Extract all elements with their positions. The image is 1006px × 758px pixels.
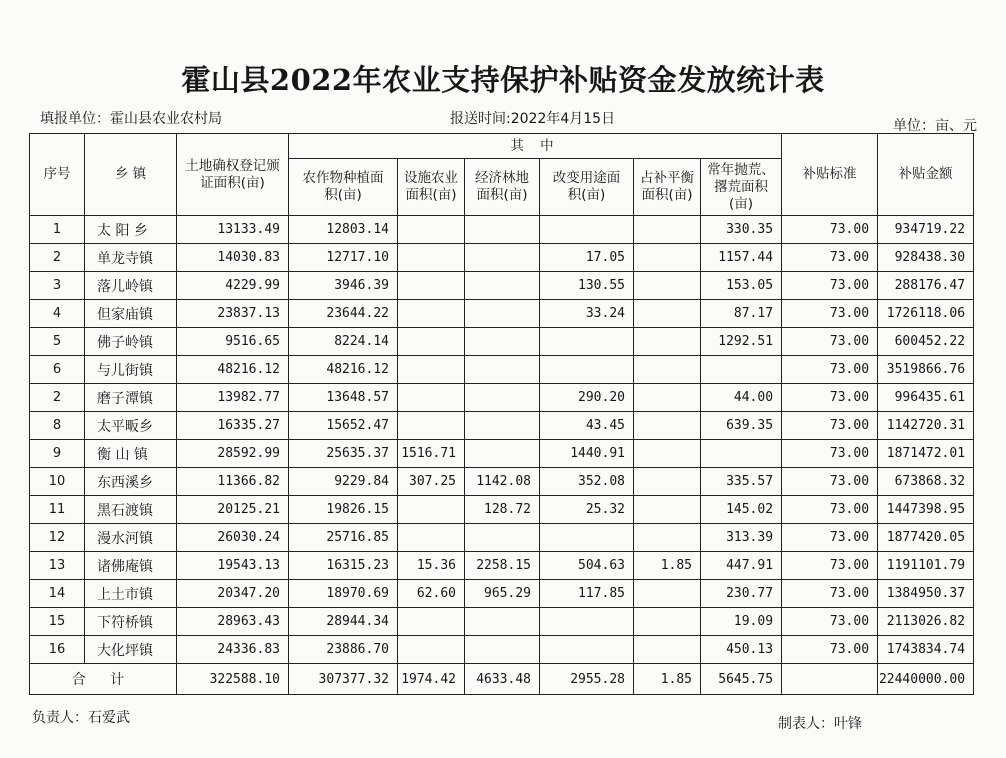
total-facility: 1974.42 bbox=[398, 664, 465, 695]
row-standard: 73.00 bbox=[782, 468, 878, 496]
row-forest-area bbox=[465, 524, 540, 552]
header-town: 乡 镇 bbox=[85, 134, 177, 216]
row-changed-area: 504.63 bbox=[540, 552, 634, 580]
row-land-area: 14030.83 bbox=[177, 244, 289, 272]
row-crop-area: 12717.10 bbox=[289, 244, 398, 272]
row-amount: 996435.61 bbox=[878, 384, 974, 412]
row-facility-area bbox=[398, 328, 465, 356]
row-seq: 3 bbox=[30, 272, 85, 300]
row-seq: 12 bbox=[30, 524, 85, 552]
row-changed-area: 352.08 bbox=[540, 468, 634, 496]
row-forest-area bbox=[465, 608, 540, 636]
table-row bbox=[30, 496, 974, 524]
row-forest-area: 2258.15 bbox=[465, 552, 540, 580]
row-balance-area bbox=[634, 580, 701, 608]
row-amount: 2113026.82 bbox=[878, 608, 974, 636]
table-row bbox=[30, 356, 974, 384]
row-forest-area bbox=[465, 328, 540, 356]
row-town: 磨子潭镇 bbox=[85, 384, 177, 412]
row-crop-area: 3946.39 bbox=[289, 272, 398, 300]
row-standard: 73.00 bbox=[782, 552, 878, 580]
row-land-area: 20125.21 bbox=[177, 496, 289, 524]
row-balance-area bbox=[634, 244, 701, 272]
row-seq: 14 bbox=[30, 580, 85, 608]
row-changed-area bbox=[540, 216, 634, 244]
header-standard: 补贴标准 bbox=[782, 134, 878, 216]
row-seq: 4 bbox=[30, 300, 85, 328]
row-town: 与儿街镇 bbox=[85, 356, 177, 384]
row-crop-area: 25716.85 bbox=[289, 524, 398, 552]
row-seq: 2 bbox=[30, 244, 85, 272]
row-town: 大化坪镇 bbox=[85, 636, 177, 664]
row-seq: 8 bbox=[30, 412, 85, 440]
row-crop-area: 12803.14 bbox=[289, 216, 398, 244]
responsible-person: 负责人：石爱武 bbox=[32, 710, 130, 726]
row-facility-area bbox=[398, 216, 465, 244]
row-abandoned-area: 450.13 bbox=[701, 636, 782, 664]
row-facility-area: 1516.71 bbox=[398, 440, 465, 468]
row-seq: 15 bbox=[30, 608, 85, 636]
row-amount: 928438.30 bbox=[878, 244, 974, 272]
row-facility-area: 15.36 bbox=[398, 552, 465, 580]
subsidy-table bbox=[29, 133, 974, 695]
header-changed-area: 改变用途面积(亩) bbox=[540, 159, 634, 216]
row-balance-area bbox=[634, 524, 701, 552]
table-row bbox=[30, 244, 974, 272]
row-abandoned-area: 639.35 bbox=[701, 412, 782, 440]
row-changed-area bbox=[540, 524, 634, 552]
row-changed-area: 43.45 bbox=[540, 412, 634, 440]
row-abandoned-area: 447.91 bbox=[701, 552, 782, 580]
table-row bbox=[30, 272, 974, 300]
page-title: 霍山县2022年农业支持保护补贴资金发放统计表 bbox=[181, 63, 825, 97]
row-standard: 73.00 bbox=[782, 524, 878, 552]
row-forest-area bbox=[465, 244, 540, 272]
row-abandoned-area: 330.35 bbox=[701, 216, 782, 244]
row-changed-area: 290.20 bbox=[540, 384, 634, 412]
row-facility-area bbox=[398, 384, 465, 412]
row-changed-area: 117.85 bbox=[540, 580, 634, 608]
total-changed: 2955.28 bbox=[540, 664, 634, 695]
row-changed-area: 25.32 bbox=[540, 496, 634, 524]
row-standard: 73.00 bbox=[782, 580, 878, 608]
row-seq: 16 bbox=[30, 636, 85, 664]
row-balance-area bbox=[634, 496, 701, 524]
row-land-area: 28592.99 bbox=[177, 440, 289, 468]
row-crop-area: 25635.37 bbox=[289, 440, 398, 468]
row-facility-area bbox=[398, 356, 465, 384]
row-crop-area: 8224.14 bbox=[289, 328, 398, 356]
row-balance-area bbox=[634, 384, 701, 412]
total-row bbox=[30, 664, 974, 695]
row-balance-area bbox=[634, 636, 701, 664]
row-changed-area: 33.24 bbox=[540, 300, 634, 328]
row-facility-area bbox=[398, 608, 465, 636]
row-forest-area: 1142.08 bbox=[465, 468, 540, 496]
row-crop-area: 48216.12 bbox=[289, 356, 398, 384]
row-town: 但家庙镇 bbox=[85, 300, 177, 328]
row-amount: 1142720.31 bbox=[878, 412, 974, 440]
row-abandoned-area: 1157.44 bbox=[701, 244, 782, 272]
row-town: 下符桥镇 bbox=[85, 608, 177, 636]
row-facility-area bbox=[398, 244, 465, 272]
table-row bbox=[30, 636, 974, 664]
row-changed-area bbox=[540, 328, 634, 356]
row-forest-area bbox=[465, 216, 540, 244]
row-town: 单龙寺镇 bbox=[85, 244, 177, 272]
row-abandoned-area: 87.17 bbox=[701, 300, 782, 328]
row-crop-area: 23886.70 bbox=[289, 636, 398, 664]
row-land-area: 26030.24 bbox=[177, 524, 289, 552]
header-balance-area: 占补平衡面积(亩) bbox=[634, 159, 701, 216]
row-amount: 934719.22 bbox=[878, 216, 974, 244]
row-crop-area: 16315.23 bbox=[289, 552, 398, 580]
row-standard: 73.00 bbox=[782, 440, 878, 468]
row-town: 太 阳 乡 bbox=[85, 216, 177, 244]
row-abandoned-area: 153.05 bbox=[701, 272, 782, 300]
header-forest-area: 经济林地面积(亩) bbox=[465, 159, 540, 216]
header-abandoned-area: 常年抛荒、撂荒面积(亩) bbox=[701, 159, 782, 216]
row-town: 诸佛庵镇 bbox=[85, 552, 177, 580]
row-balance-area bbox=[634, 440, 701, 468]
total-standard bbox=[782, 664, 878, 695]
row-balance-area bbox=[634, 216, 701, 244]
row-town: 太平畈乡 bbox=[85, 412, 177, 440]
row-town: 东西溪乡 bbox=[85, 468, 177, 496]
row-facility-area: 307.25 bbox=[398, 468, 465, 496]
row-forest-area bbox=[465, 384, 540, 412]
row-abandoned-area bbox=[701, 356, 782, 384]
row-forest-area bbox=[465, 300, 540, 328]
row-land-area: 28963.43 bbox=[177, 608, 289, 636]
fill-unit: 填报单位：霍山县农业农村局 bbox=[40, 111, 222, 127]
row-seq: 11 bbox=[30, 496, 85, 524]
table-row bbox=[30, 468, 974, 496]
row-town: 上土市镇 bbox=[85, 580, 177, 608]
header-facility-area: 设施农业面积(亩) bbox=[398, 159, 465, 216]
table-row bbox=[30, 300, 974, 328]
row-amount: 1877420.05 bbox=[878, 524, 974, 552]
row-land-area: 9516.65 bbox=[177, 328, 289, 356]
row-land-area: 16335.27 bbox=[177, 412, 289, 440]
row-forest-area bbox=[465, 412, 540, 440]
total-land: 322588.10 bbox=[177, 664, 289, 695]
row-amount: 673868.32 bbox=[878, 468, 974, 496]
row-seq: 6 bbox=[30, 356, 85, 384]
row-amount: 1191101.79 bbox=[878, 552, 974, 580]
row-balance-area: 1.85 bbox=[634, 552, 701, 580]
row-changed-area bbox=[540, 608, 634, 636]
row-abandoned-area: 313.39 bbox=[701, 524, 782, 552]
row-seq: 1 bbox=[30, 216, 85, 244]
row-abandoned-area: 230.77 bbox=[701, 580, 782, 608]
total-balance: 1.85 bbox=[634, 664, 701, 695]
row-standard: 73.00 bbox=[782, 272, 878, 300]
row-facility-area bbox=[398, 524, 465, 552]
row-standard: 73.00 bbox=[782, 356, 878, 384]
row-seq: 13 bbox=[30, 552, 85, 580]
row-forest-area bbox=[465, 356, 540, 384]
row-town: 佛子岭镇 bbox=[85, 328, 177, 356]
row-forest-area: 128.72 bbox=[465, 496, 540, 524]
row-changed-area: 130.55 bbox=[540, 272, 634, 300]
table-row bbox=[30, 608, 974, 636]
total-abandoned: 5645.75 bbox=[701, 664, 782, 695]
row-town: 落儿岭镇 bbox=[85, 272, 177, 300]
total-crop: 307377.32 bbox=[289, 664, 398, 695]
row-facility-area: 62.60 bbox=[398, 580, 465, 608]
row-land-area: 4229.99 bbox=[177, 272, 289, 300]
row-amount: 1743834.74 bbox=[878, 636, 974, 664]
row-forest-area bbox=[465, 272, 540, 300]
row-land-area: 13982.77 bbox=[177, 384, 289, 412]
row-standard: 73.00 bbox=[782, 496, 878, 524]
unit-label: 单位：亩、元 bbox=[893, 118, 977, 134]
row-amount: 3519866.76 bbox=[878, 356, 974, 384]
row-land-area: 23837.13 bbox=[177, 300, 289, 328]
row-land-area: 13133.49 bbox=[177, 216, 289, 244]
row-crop-area: 19826.15 bbox=[289, 496, 398, 524]
header-crop-area: 农作物种植面积(亩) bbox=[289, 159, 398, 216]
row-standard: 73.00 bbox=[782, 216, 878, 244]
table-row bbox=[30, 552, 974, 580]
row-balance-area bbox=[634, 300, 701, 328]
row-land-area: 48216.12 bbox=[177, 356, 289, 384]
table-row bbox=[30, 440, 974, 468]
row-crop-area: 13648.57 bbox=[289, 384, 398, 412]
row-balance-area bbox=[634, 412, 701, 440]
row-standard: 73.00 bbox=[782, 244, 878, 272]
row-crop-area: 28944.34 bbox=[289, 608, 398, 636]
row-abandoned-area: 44.00 bbox=[701, 384, 782, 412]
row-town: 衡 山 镇 bbox=[85, 440, 177, 468]
row-forest-area: 965.29 bbox=[465, 580, 540, 608]
row-standard: 73.00 bbox=[782, 328, 878, 356]
row-crop-area: 9229.84 bbox=[289, 468, 398, 496]
row-crop-area: 23644.22 bbox=[289, 300, 398, 328]
row-amount: 600452.22 bbox=[878, 328, 974, 356]
table-row bbox=[30, 412, 974, 440]
table-row bbox=[30, 216, 974, 244]
row-seq: 5 bbox=[30, 328, 85, 356]
row-abandoned-area bbox=[701, 440, 782, 468]
row-changed-area bbox=[540, 356, 634, 384]
row-amount: 1871472.01 bbox=[878, 440, 974, 468]
row-amount: 1384950.37 bbox=[878, 580, 974, 608]
row-seq: 10 bbox=[30, 468, 85, 496]
row-balance-area bbox=[634, 328, 701, 356]
row-town: 黑石渡镇 bbox=[85, 496, 177, 524]
row-facility-area bbox=[398, 272, 465, 300]
row-standard: 73.00 bbox=[782, 636, 878, 664]
header-amount: 补贴金额 bbox=[878, 134, 974, 216]
row-town: 漫水河镇 bbox=[85, 524, 177, 552]
row-abandoned-area: 335.57 bbox=[701, 468, 782, 496]
table-row bbox=[30, 580, 974, 608]
row-crop-area: 18970.69 bbox=[289, 580, 398, 608]
table-row bbox=[30, 524, 974, 552]
header-land-area: 土地确权登记颁证面积(亩) bbox=[177, 134, 289, 216]
row-land-area: 11366.82 bbox=[177, 468, 289, 496]
total-amount: 22440000.00 bbox=[878, 664, 974, 695]
row-standard: 73.00 bbox=[782, 384, 878, 412]
row-facility-area bbox=[398, 496, 465, 524]
row-amount: 1447398.95 bbox=[878, 496, 974, 524]
row-facility-area bbox=[398, 300, 465, 328]
header-among: 其 中 bbox=[289, 134, 782, 159]
row-crop-area: 15652.47 bbox=[289, 412, 398, 440]
table-row bbox=[30, 328, 974, 356]
row-balance-area bbox=[634, 468, 701, 496]
preparer-person: 制表人：叶锋 bbox=[778, 716, 862, 732]
row-amount: 1726118.06 bbox=[878, 300, 974, 328]
row-land-area: 20347.20 bbox=[177, 580, 289, 608]
row-land-area: 19543.13 bbox=[177, 552, 289, 580]
header-seq: 序号 bbox=[30, 134, 85, 216]
row-seq: 9 bbox=[30, 440, 85, 468]
row-forest-area bbox=[465, 440, 540, 468]
row-standard: 73.00 bbox=[782, 412, 878, 440]
total-forest: 4633.48 bbox=[465, 664, 540, 695]
row-amount: 288176.47 bbox=[878, 272, 974, 300]
row-changed-area: 17.05 bbox=[540, 244, 634, 272]
row-balance-area bbox=[634, 272, 701, 300]
row-balance-area bbox=[634, 356, 701, 384]
total-label: 合 计 bbox=[30, 664, 177, 695]
row-changed-area bbox=[540, 636, 634, 664]
table-row bbox=[30, 384, 974, 412]
row-standard: 73.00 bbox=[782, 608, 878, 636]
row-changed-area: 1440.91 bbox=[540, 440, 634, 468]
row-abandoned-area: 19.09 bbox=[701, 608, 782, 636]
row-seq: 2 bbox=[30, 384, 85, 412]
row-abandoned-area: 1292.51 bbox=[701, 328, 782, 356]
row-forest-area bbox=[465, 636, 540, 664]
row-land-area: 24336.83 bbox=[177, 636, 289, 664]
row-abandoned-area: 145.02 bbox=[701, 496, 782, 524]
report-time: 报送时间:2022年4月15日 bbox=[450, 111, 616, 127]
row-balance-area bbox=[634, 608, 701, 636]
row-facility-area bbox=[398, 412, 465, 440]
row-facility-area bbox=[398, 636, 465, 664]
row-standard: 73.00 bbox=[782, 300, 878, 328]
